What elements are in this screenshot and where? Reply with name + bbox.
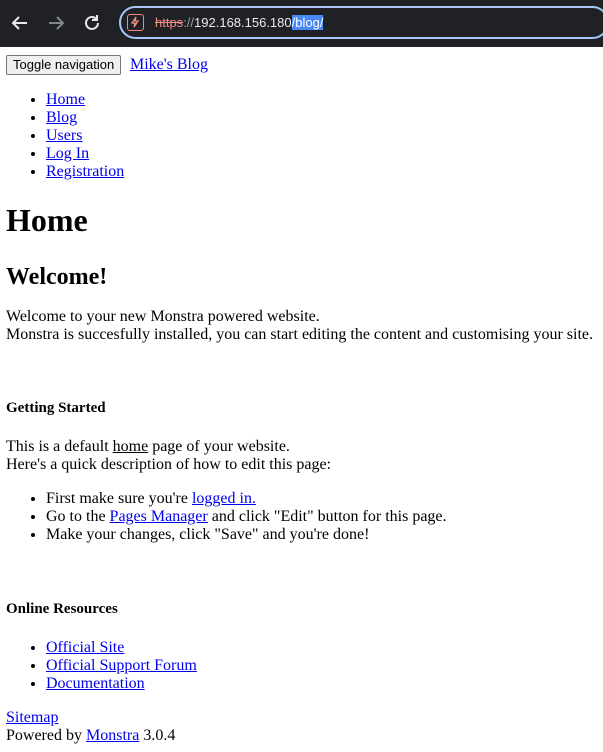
step-pages-manager [46,508,447,526]
step2-post-text: and click "Edit" button for this page. [207,508,447,525]
step1-text: First make sure you're [46,490,192,507]
step3-text: Make your changes, click "Save" and you're done! [46,526,370,543]
resource-item [46,657,197,675]
nav-item-home [46,91,124,109]
documentation-link[interactable]: Documentation [46,675,145,692]
steps-list [46,490,447,544]
address-bar[interactable] [119,6,603,39]
reload-icon[interactable] [80,11,104,35]
footer [6,709,175,745]
sitemap-link[interactable]: Sitemap [6,709,59,726]
monstra-link[interactable]: Monstra [85,727,140,744]
resource-item [46,675,197,693]
forward-icon[interactable] [44,11,68,35]
version-text: 3.0.4 [139,727,176,744]
official-site-link[interactable]: Official Site [46,639,125,656]
description-paragraph [6,438,331,474]
back-icon[interactable] [8,11,32,35]
url-text[interactable] [155,15,323,30]
step2-pre-text: Go to the [46,508,110,525]
nav-link-registration[interactable]: Registration [46,163,125,180]
url-path-selected: /blog/ [291,15,324,30]
toggle-navigation-button[interactable]: Toggle navigation [6,55,121,75]
step-save [46,526,447,544]
online-resources-heading: Online Resources [6,601,118,617]
desc-line-2: Here's a quick description of how to edit this page: [6,456,332,473]
site-brand-link[interactable]: Mike's Blog [130,56,208,73]
home-link[interactable]: home [112,438,149,455]
nav-item-registration [46,163,124,181]
nav-link-home[interactable]: Home [46,91,86,108]
browser-toolbar [0,0,603,47]
page-title: Home [6,202,88,238]
resource-item [46,639,197,657]
nav-item-blog [46,109,124,127]
nav-link-blog[interactable]: Blog [46,109,78,126]
nav-link-login[interactable]: Log In [46,145,90,162]
not-secure-icon[interactable] [127,14,144,31]
support-forum-link[interactable]: Official Support Forum [46,657,197,674]
desc-pre: This is a default [6,438,113,455]
url-scheme: https [155,15,184,30]
welcome-heading: Welcome! [6,264,108,290]
pages-manager-link[interactable]: Pages Manager [109,508,208,525]
intro-line-1: Welcome to your new Monstra powered website. [6,308,320,325]
desc-post: page of your website. [148,438,290,455]
resources-list [46,639,197,693]
logged-in-link[interactable]: logged in. [191,490,256,507]
step-login [46,490,447,508]
getting-started-heading: Getting Started [6,400,106,416]
main-nav [46,91,124,181]
intro-paragraph [6,308,593,344]
url-host: 192.168.156.180 [194,15,292,30]
nav-link-users[interactable]: Users [46,127,83,144]
intro-line-2: Monstra is succesfully installed, you can start editing the content and customising your site. [6,326,593,343]
powered-by-text: Powered by [6,727,86,744]
nav-item-login [46,145,124,163]
url-separator: :// [183,15,195,30]
nav-item-users [46,127,124,145]
